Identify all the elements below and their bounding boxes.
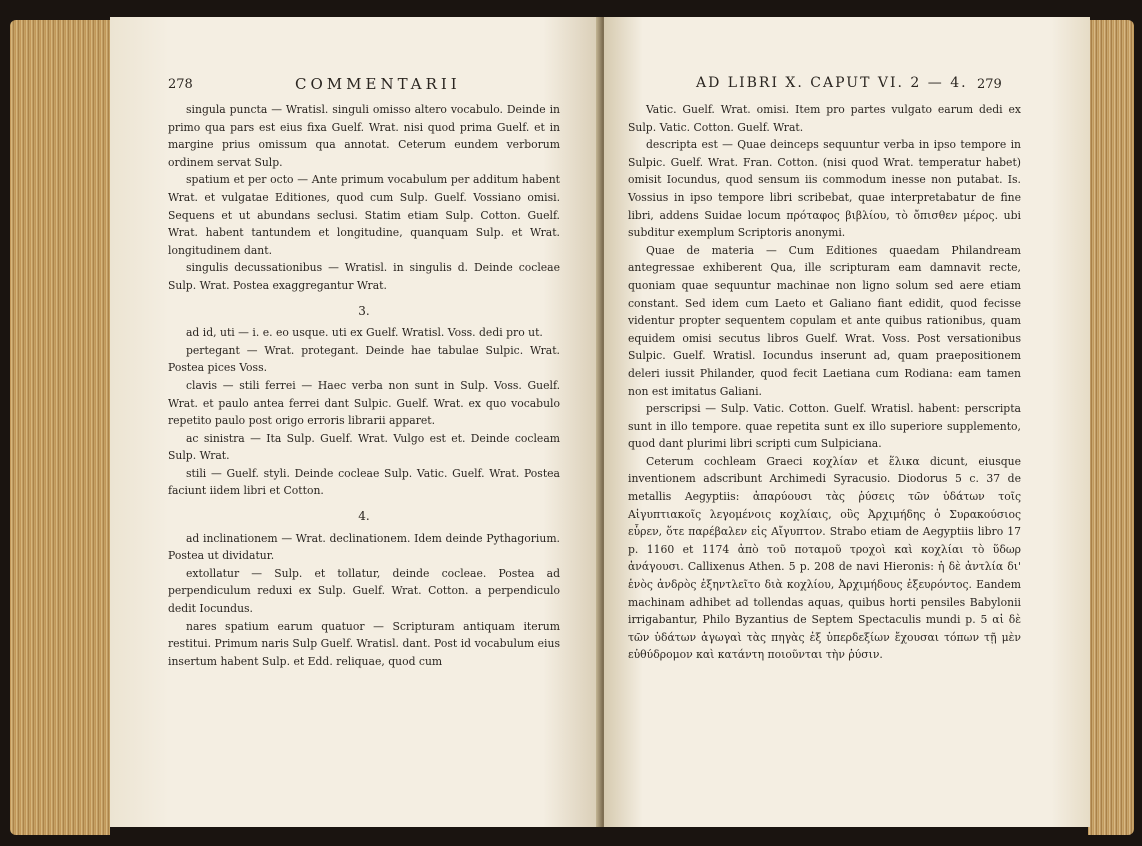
paragraph: singulis decussationibus — Wratisl. in singulis d. Deinde cocleae Sulp. Wrat. Postea exaggregantur Wrat. xyxy=(168,261,560,292)
paragraph: clavis — stili ferrei — Haec verba non sunt in Sulp. Voss. Guelf. Wrat. et paulo antea ferrei dant Sulpic. Guelf. Wrat. ex quo vocabulo repetito paulo post origo erroris librarii apparet. xyxy=(168,378,560,428)
paragraph: perscripsi — Sulp. Vatic. Cotton. Guelf. Wratisl. habent: perscripta sunt in illo tempore. quae repetita sunt ex illo superiore supplemento, quod dant plurimi libri scripti cum Sulpiciana. xyxy=(628,402,1021,451)
paragraph: descripta est — Quae deinceps sequuntur verba in ipso tempore in Sulpic. Guelf. Wrat. Fran. Cotton. (nisi quod Wrat. temperatur habet) omisit Iocundus, quod sensum iis commodum inesse non putabat. Is. Vossius in ipso tempore libri scribebat, quae interpretabatur de fine libri, addens Suidae locum πρόταφος βιβλίου, τὸ ὄπισθεν μέρος. ubi subditur exemplum Scriptoris anonymi. xyxy=(628,138,1021,240)
paragraph: Quae de materia — Cum Editiones quaedam Philandream antegressae exhiberent Qua, ille scripturam eam damnavit recte, quoniam quae sequuntur machinae non ligno solum sed aere etiam constant. Sed idem cum Laeto et Galiano fiant edidit, quod fecisse videntur propter sequentem copulam et ante quibus rationibus, quam equidem omisi secutus libros Guelf. Wrat. Voss. Post versationibus Sulpic. Guelf. Wratisl. Iocundus inserunt ad, quam praepositionem deleri iussit Philander, quod fecit Laetiana cum Rodiana: eam tamen non est imitatus Galiani. xyxy=(628,243,1021,398)
left-page xyxy=(110,17,602,827)
paragraph: spatium et per octo — Ante primum vocabulum per additum habent Wrat. et vulgatae Editiones, quod cum Sulp. Guelf. Vossiano omisi. Sequens et ut abundans seclusi. Statim etiam Sulp. Cotton. Guelf. Wrat. habent tantundem et longitudine, quanquam Sulp. et Wrat. longitudinem dant. xyxy=(168,173,560,257)
paragraph: Vatic. Guelf. Wrat. omisi. Item pro partes vulgato earum dedi ex Sulp. Vatic. Cotton. Guelf. Wrat. xyxy=(628,103,1021,134)
left-running-head: COMMENTARII xyxy=(295,75,461,93)
paragraph: ad id, uti — i. e. eo usque. uti ex Guelf. Wratisl. Voss. dedi pro ut. xyxy=(186,326,543,340)
paragraph: Ceterum cochleam Graeci κοχλίαν et ἕλικα dicunt, eiusque inventionem adscribunt Archimedi Syracusio. Diodorus 5 c. 37 de metallis Aegyptiis: ἀπαρύουσι τὰς ῥύσεις τῶν ὑδάτων τοῖς Αἰγυπτιακοῖς λεγομένοις κοχλίαις, οὓς Ἀρχιμήδης ὁ Συρακούσιος εὗρεν, ὅτε παρέβαλεν εἰς Αἴγυπτον. Strabo etiam de Aegyptiis libro 17 p. 1160 et 1174 ἀπὸ τοῦ ποταμοῦ τροχοὶ καὶ κοχλίαι τὸ ὕδωρ ἀνάγουσι. Callixenus Athen. 5 p. 208 de navi Hieronis: ἡ δὲ ἀντλία δι' ἑνὸς ἀνδρὸς ἐξηντλεῖτο διὰ κοχλίου, Ἀρχιμήδους ἐξευρόντος. Eandem machinam adhibet ad tollendas aquas, quibus horti pensiles Babylonii irrigabantur, Philo Byzantius de Septem Spectaculis mundi p. 5 αἱ δὲ τῶν ὑδάτων ἀγωγαὶ τὰς πηγὰς ἐξ ὑπερδεξίων ἔχουσαι τόπων τῇ μὲν εὐθύδρομον καὶ κατάντη ποιοῦνται τὴν ῥύσιν. xyxy=(628,454,1021,662)
page-edges-right xyxy=(1088,20,1134,835)
section-number: 4. xyxy=(358,509,370,524)
left-page-number: 278 xyxy=(168,77,193,92)
right-page-number: 279 xyxy=(977,77,1002,92)
right-running-head: AD LIBRI X. CAPUT VI. 2 — 4. xyxy=(696,75,968,91)
section-number: 3. xyxy=(358,303,370,318)
open-book xyxy=(10,12,1134,840)
left-page-text xyxy=(168,101,560,670)
paragraph: ad inclinationem — Wrat. declinationem. Idem deinde Pythagorium. Postea ut dividatur. xyxy=(168,531,560,563)
paragraph: singula puncta — Wratisl. singuli omisso altero vocabulo. Deinde in primo qua pars est eius fixa Guelf. Wrat. nisi quod prima Guelf. et in margine prius omissum qua annotat. Ceterum eundem verborum ordinem servat Sulp. xyxy=(168,103,560,169)
paragraph: extollatur — Sulp. et tollatur, deinde cocleae. Postea ad perpendiculum reduxi ex Sulp. Guelf. Wrat. Cotton. a perpendiculo dedit Iocundus. xyxy=(168,566,560,616)
right-page xyxy=(604,17,1090,827)
right-page-text xyxy=(628,101,1021,664)
paragraph: ac sinistra — Ita Sulp. Guelf. Wrat. Vulgo est et. Deinde cocleam Sulp. Wrat. xyxy=(168,431,560,463)
paragraph: stili — Guelf. styli. Deinde cocleae Sulp. Vatic. Guelf. Wrat. Postea faciunt iidem libri et Cotton. xyxy=(168,466,560,498)
paragraph: pertegant — Wrat. protegant. Deinde hae tabulae Sulpic. Wrat. Postea pices Voss. xyxy=(168,343,560,375)
paragraph: nares spatium earum quatuor — Scripturam antiquam iterum restitui. Primum naris Sulp Guelf. Wratisl. dant. Post id vocabulum eius insertum habent Sulp. et Edd. reliquae, quod cum xyxy=(168,619,560,668)
page-edges-left xyxy=(10,20,110,835)
